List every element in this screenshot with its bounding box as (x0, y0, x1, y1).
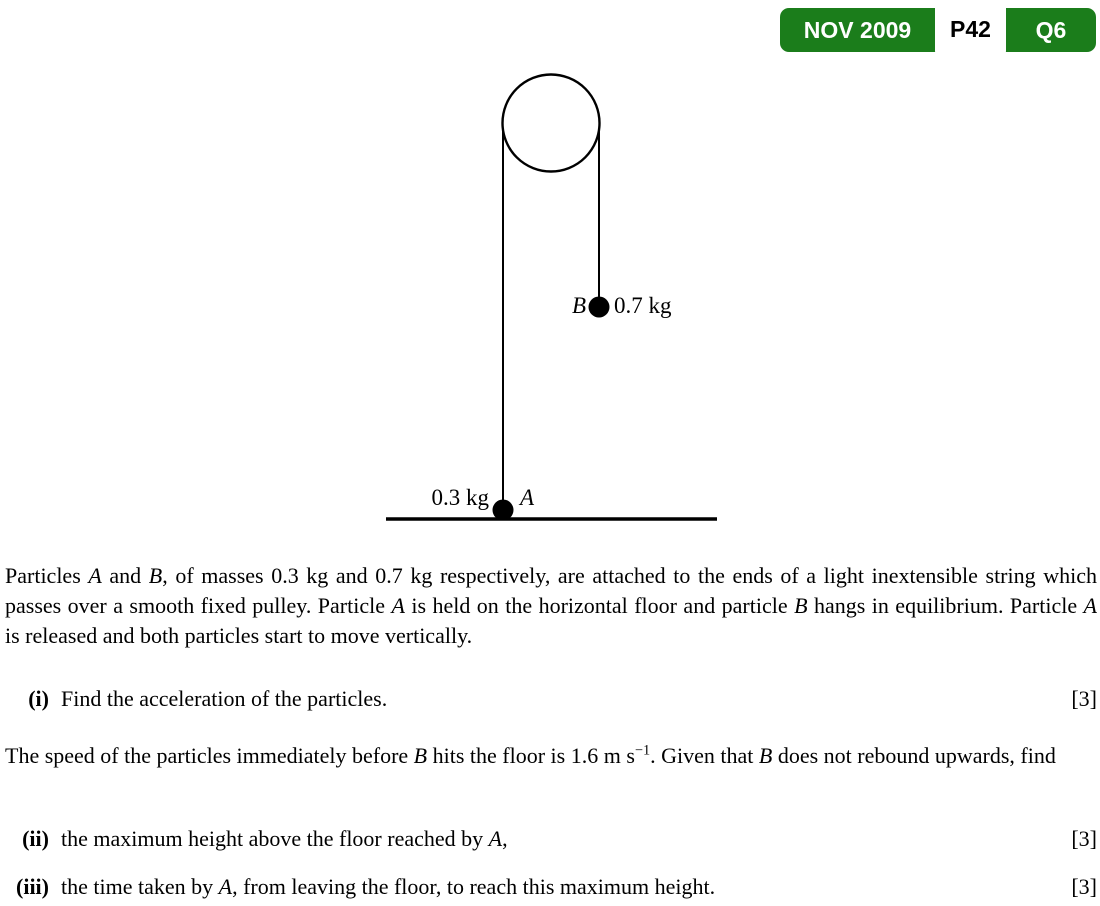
particle-a-label: A (520, 485, 535, 510)
part-ii-row (5, 824, 1097, 854)
part-iii-text: the time taken by A, from leaving the floor, to reach this maximum height. (61, 874, 716, 899)
particle-b-mass-label: 0.7 kg (614, 293, 672, 318)
part-ii-label: (ii) (22, 826, 49, 851)
pulley-circle (503, 75, 600, 172)
particle-b-label: B (571, 293, 586, 318)
part-iii-row (5, 872, 1097, 902)
part-i-row (5, 684, 1097, 714)
part-ii-marks: [3] (1071, 826, 1097, 851)
problem-statement-paragraph: Particles A and B, of masses 0.3 kg and 0.7 kg respectively, are attached to the ends of a light inextensible string which passes over a smooth fixed pulley. Particle A is held on the horizontal floor and particle B hangs in equilibrium. Particle A is released and both particles start to move vertically. (5, 563, 1097, 648)
part-iii-label: (iii) (16, 874, 49, 899)
badge-session-label: NOV 2009 (803, 16, 912, 43)
part-i-text: Find the acceleration of the particles. (61, 686, 388, 711)
part-ii-text: the maximum height above the floor reached by A, (61, 826, 508, 851)
part-i-marks: [3] (1071, 686, 1097, 711)
speed-paragraph: The speed of the particles immediately before B hits the floor is 1.6 m $s^{-1}$. Given that B does not rebound upwards, find (5, 742, 1056, 768)
particle-a-ball (493, 500, 514, 521)
part-i-label: (i) (28, 686, 49, 711)
badge-paper-text: P42 (950, 15, 991, 42)
part-iii-marks: [3] (1071, 874, 1097, 899)
particle-a-mass-label: 0.3 kg (431, 485, 489, 510)
badge-question-label: Q6 (1035, 16, 1067, 43)
particle-b-ball (589, 297, 610, 318)
